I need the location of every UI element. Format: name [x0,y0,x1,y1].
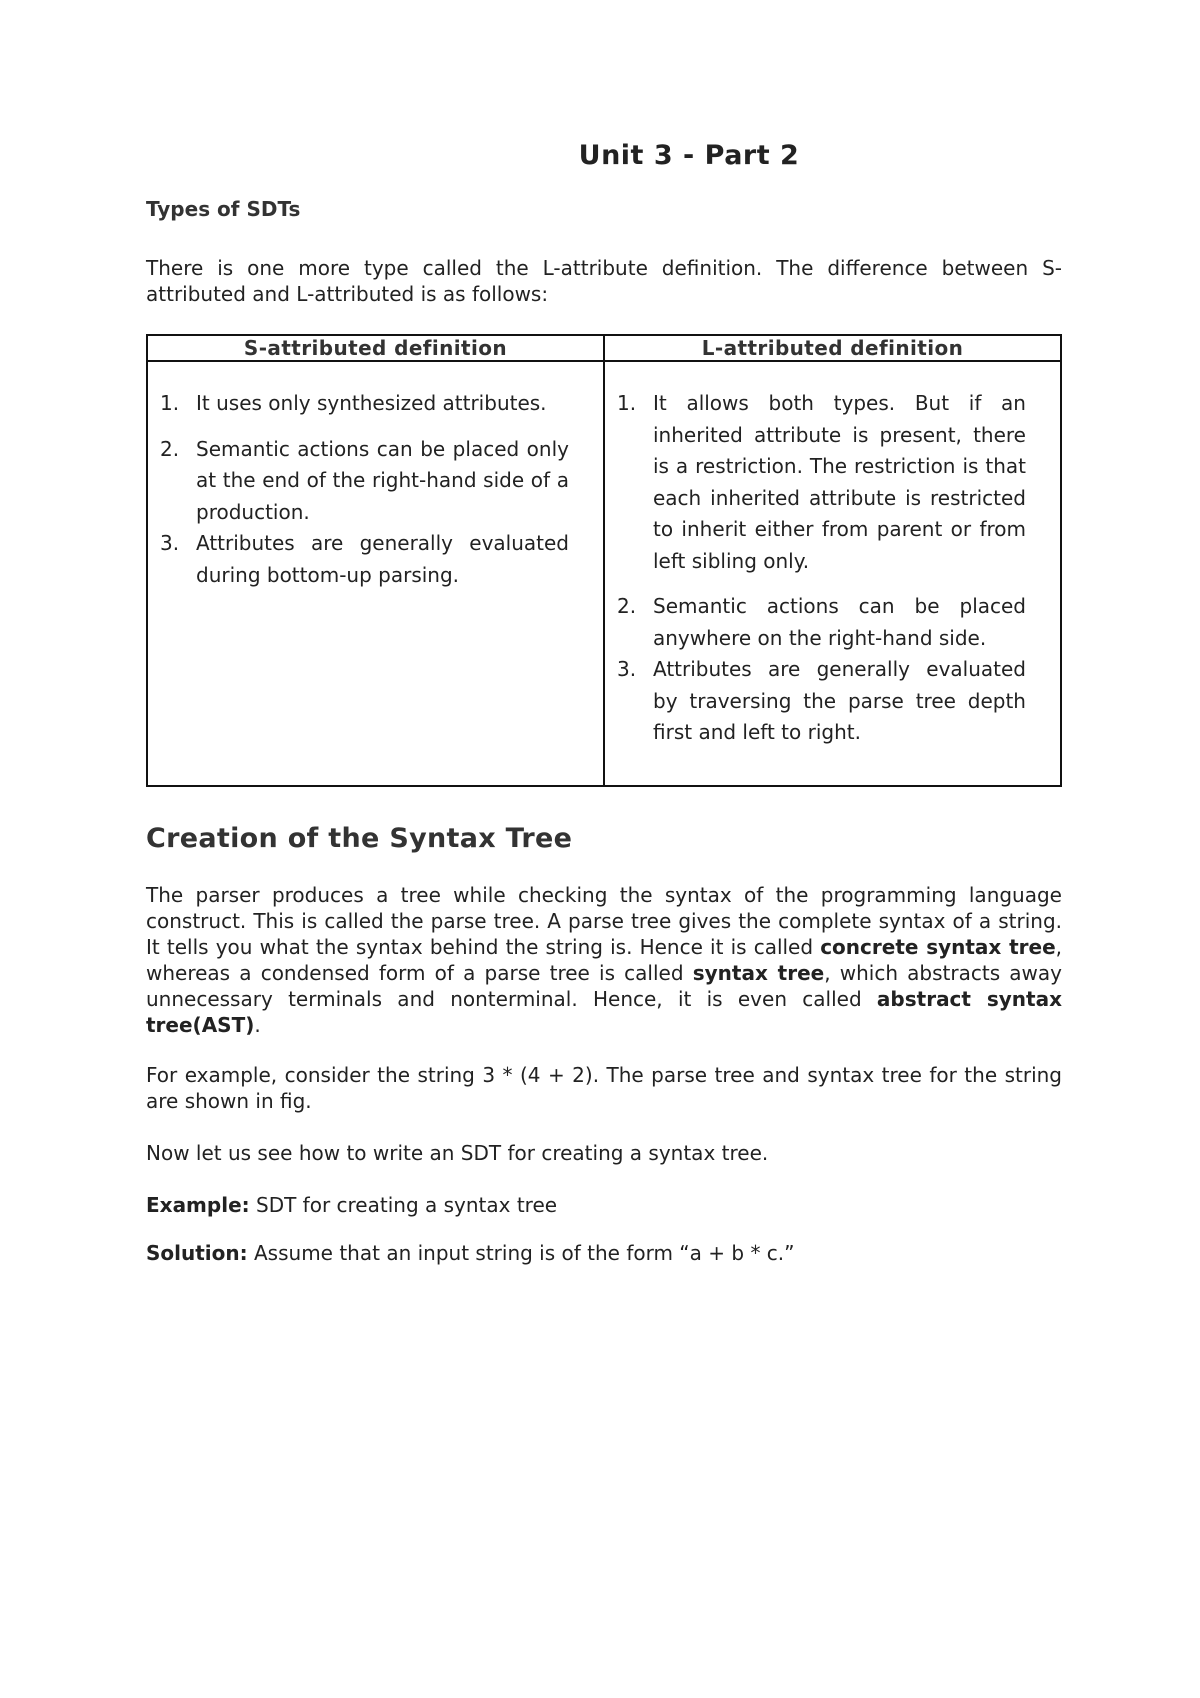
s-attributed-list [160,388,569,591]
example-label: Example: [146,1192,250,1217]
syntax-tree-paragraph: The parser produces a tree while checking the syntax of the programming language construct. This is called the parse tree. A parse tree gives the complete syntax of a string. It tells you what the syntax behind the string is. Hence it is called concrete syntax tree, whereas a condensed form of a parse tree is called syntax tree, which abstracts away unnecessary terminals and nonterminal. Hence, it is even called abstract syntax tree(AST). [146,882,1062,1037]
table-header-s-attributed: S-attributed definition [147,335,604,361]
example-line: Example: SDT for creating a syntax tree [146,1192,558,1217]
solution-line: Solution: Assume that an input string is of the form “a + b * c.” [146,1240,795,1265]
intro-paragraph: There is one more type called the L-attribute definition. The difference between S-attributed and L-attributed is as follows: [146,256,1062,306]
subheading-types-of-sdts: Types of SDTs [146,197,301,221]
sdt-intro-paragraph: Now let us see how to write an SDT for creating a syntax tree. [146,1140,769,1165]
list-item: 3. Attributes are generally evaluated during bottom-up parsing. [160,531,569,587]
table-header-l-attributed: L-attributed definition [604,335,1061,361]
list-item: 1. It allows both types. But if an inherited attribute is present, there is a restriction. The restriction is that each inherited attribute is restricted to inherit either from parent or from left sibling only. [617,391,1026,573]
list-item: 3. Attributes are generally evaluated by traversing the parse tree depth first and left to right. [617,657,1026,744]
term-concrete-syntax-tree: concrete syntax tree [820,934,1056,959]
section-heading-syntax-tree: Creation of the Syntax Tree [146,822,573,854]
example-string-paragraph: For example, consider the string 3 * (4 + 2). The parse tree and syntax tree for the string are shown in fig. [146,1062,1062,1113]
document-page [146,140,1062,1266]
list-item: 2. Semantic actions can be placed anywhere on the right-hand side. [617,594,1026,650]
page-title: Unit 3 - Part 2 [578,140,800,171]
list-item: 2. Semantic actions can be placed only at the end of the right-hand side of a production. [160,436,569,524]
s-attributed-cell [147,361,604,786]
solution-label: Solution: [146,1240,248,1265]
list-item: 1. It uses only synthesized attributes. [160,391,547,415]
term-abstract-syntax-tree: abstract syntax tree(AST) [146,986,1062,1037]
term-syntax-tree: syntax tree [692,960,825,985]
l-attributed-cell [604,361,1061,786]
l-attributed-list [617,388,1026,749]
comparison-table [146,334,1062,787]
